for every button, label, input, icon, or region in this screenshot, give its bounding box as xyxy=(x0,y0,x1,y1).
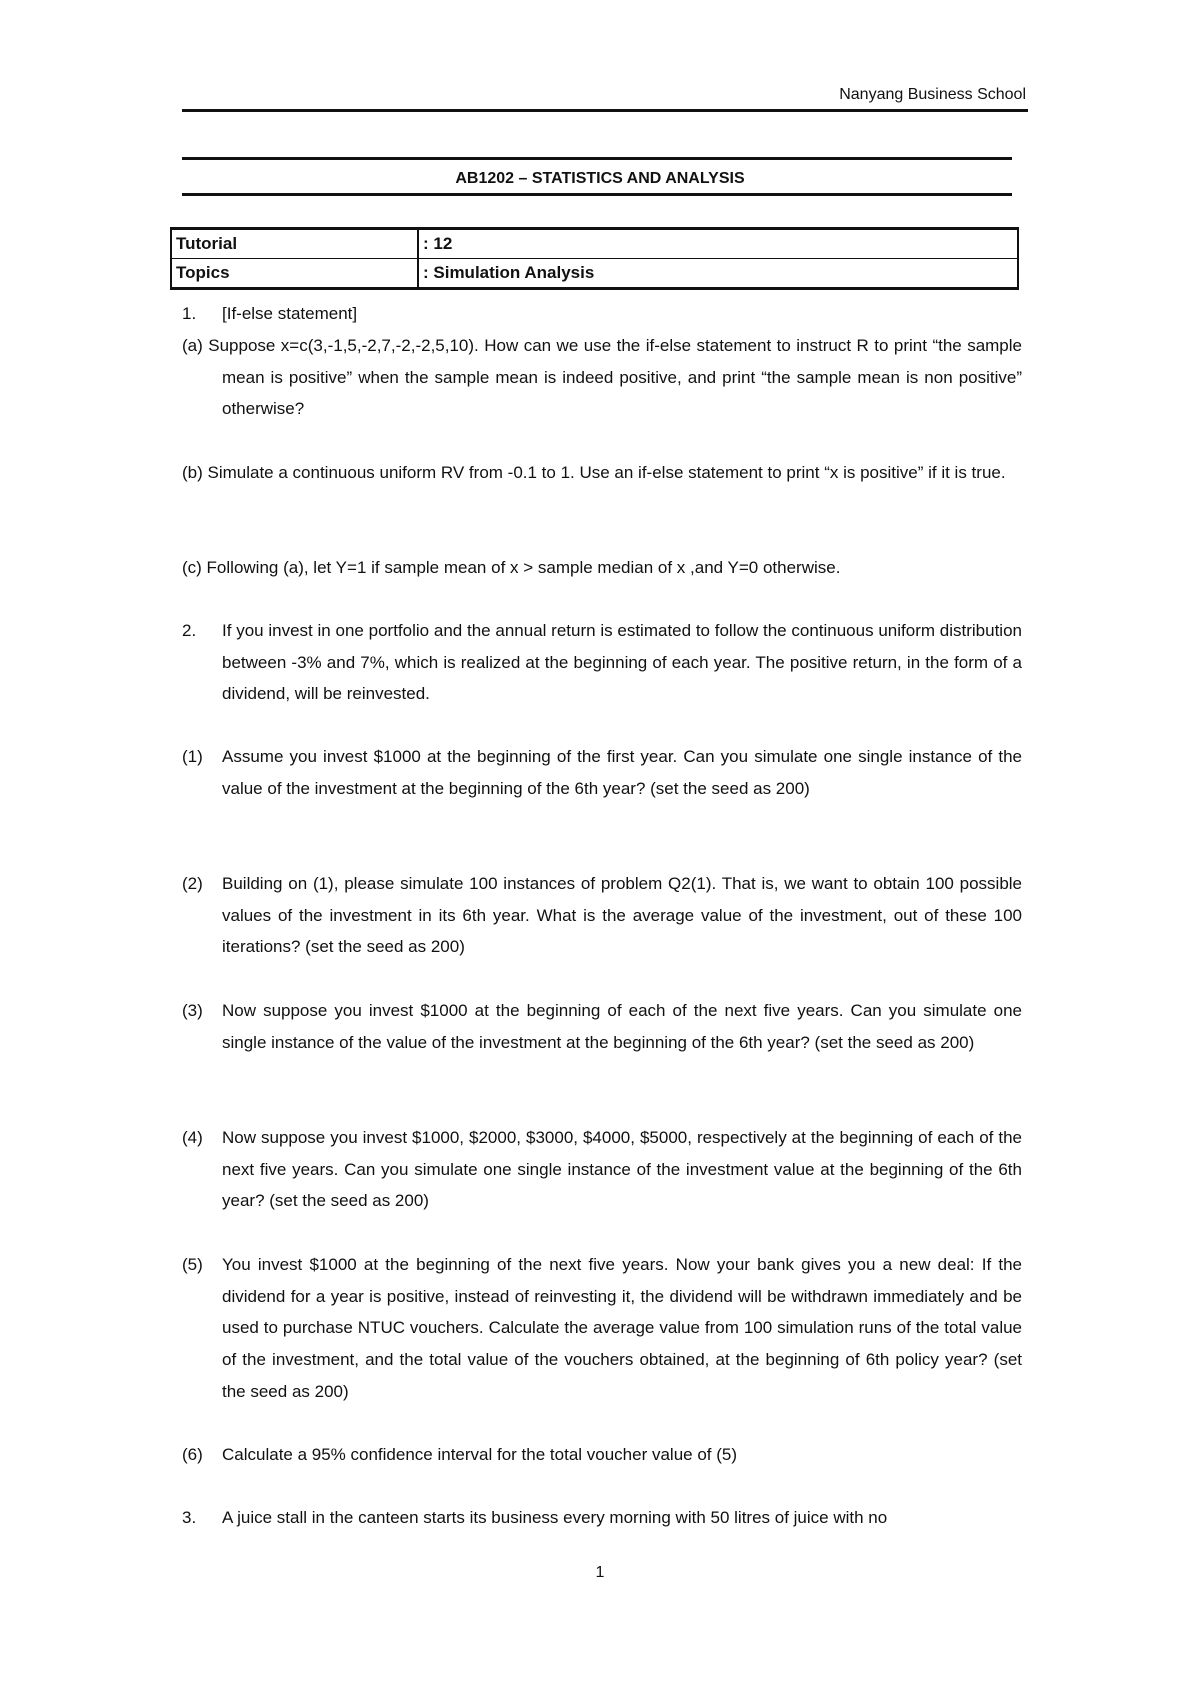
table-row xyxy=(171,229,1018,259)
part-text: Building on (1), please simulate 100 instances of problem Q2(1). That is, we want to obtain 100 possible values of the investment in its 6th year. What is the average value of the investment, out of these 100 iterations? (set the seed as 200) xyxy=(222,874,1022,957)
part-text: You invest $1000 at the beginning of the next five years. Now your bank gives you a new deal: If the dividend for a year is positive, instead of reinvesting it, the dividend will be withdrawn immediately and be used to purchase NTUC vouchers. Calculate the average value from 100 simulation runs of the total value of the investment, and the total value of the vouchers obtained, at the beginning of 6th policy year? (set the seed as 200) xyxy=(222,1255,1022,1401)
question-number: 1. xyxy=(182,304,197,323)
question-1b: (b) Simulate a continuous uniform RV from -0.1 to 1. Use an if-else statement to print “x is positive” if it is true. xyxy=(182,463,1006,482)
tutorial-info-table xyxy=(170,227,1019,290)
table-row xyxy=(171,259,1018,289)
part-text: Calculate a 95% confidence interval for the total voucher value of (5) xyxy=(222,1445,738,1464)
part-text: Now suppose you invest $1000, $2000, $3000, $4000, $5000, respectively at the beginning of each of the next five years. Can you simulate one single instance of the investment value at the beginning of the 6th year? (set the seed as 200) xyxy=(222,1128,1022,1211)
question-number: 2. xyxy=(182,621,197,640)
topics-label: Topics xyxy=(171,259,418,289)
part-text: Assume you invest $1000 at the beginning of the first year. Can you simulate one single instance of the value of the investment at the beginning of the 6th year? (set the seed as 200) xyxy=(222,747,1022,798)
header-rule xyxy=(182,109,1028,112)
part-number: (1) xyxy=(182,747,203,766)
question-text: [If-else statement] xyxy=(222,304,358,323)
part-number: (6) xyxy=(182,1445,203,1464)
question-number: 3. xyxy=(182,1508,197,1527)
question-text: If you invest in one portfolio and the annual return is estimated to follow the continuous uniform distribution between -3% and 7%, which is realized at the beginning of each year. The positive return, in the form of a dividend, will be reinvested. xyxy=(222,621,1022,704)
title-rule-top xyxy=(182,157,1012,160)
question-1c: (c) Following (a), let Y=1 if sample mean of x > sample median of x ,and Y=0 otherwise. xyxy=(182,558,841,577)
part-number: (5) xyxy=(182,1255,203,1274)
part-number: (3) xyxy=(182,1001,203,1020)
part-text: Now suppose you invest $1000 at the beginning of each of the next five years. Can you simulate one single instance of the value of the investment at the beginning of the 6th year? (set the seed as 200) xyxy=(222,1001,1022,1052)
question-text: A juice stall in the canteen starts its business every morning with 50 litres of juice with no xyxy=(222,1508,888,1527)
part-number: (4) xyxy=(182,1128,203,1147)
title-rule-bottom xyxy=(182,193,1012,196)
question-1a: (a) Suppose x=c(3,-1,5,-2,7,-2,-2,5,10). How can we use the if-else statement to instruct R to print “the sample mean is positive” when the sample mean is indeed positive, and print “the sample mean is non positive” otherwise? xyxy=(182,336,1022,419)
part-number: (2) xyxy=(182,874,203,893)
topics-value: : Simulation Analysis xyxy=(423,263,595,282)
page-number: 1 xyxy=(595,1564,605,1581)
school-name: Nanyang Business School xyxy=(839,86,1026,103)
tutorial-value: : 12 xyxy=(418,229,1018,259)
course-title: AB1202 – STATISTICS AND ANALYSIS xyxy=(455,170,745,187)
tutorial-label: Tutorial xyxy=(171,229,418,259)
